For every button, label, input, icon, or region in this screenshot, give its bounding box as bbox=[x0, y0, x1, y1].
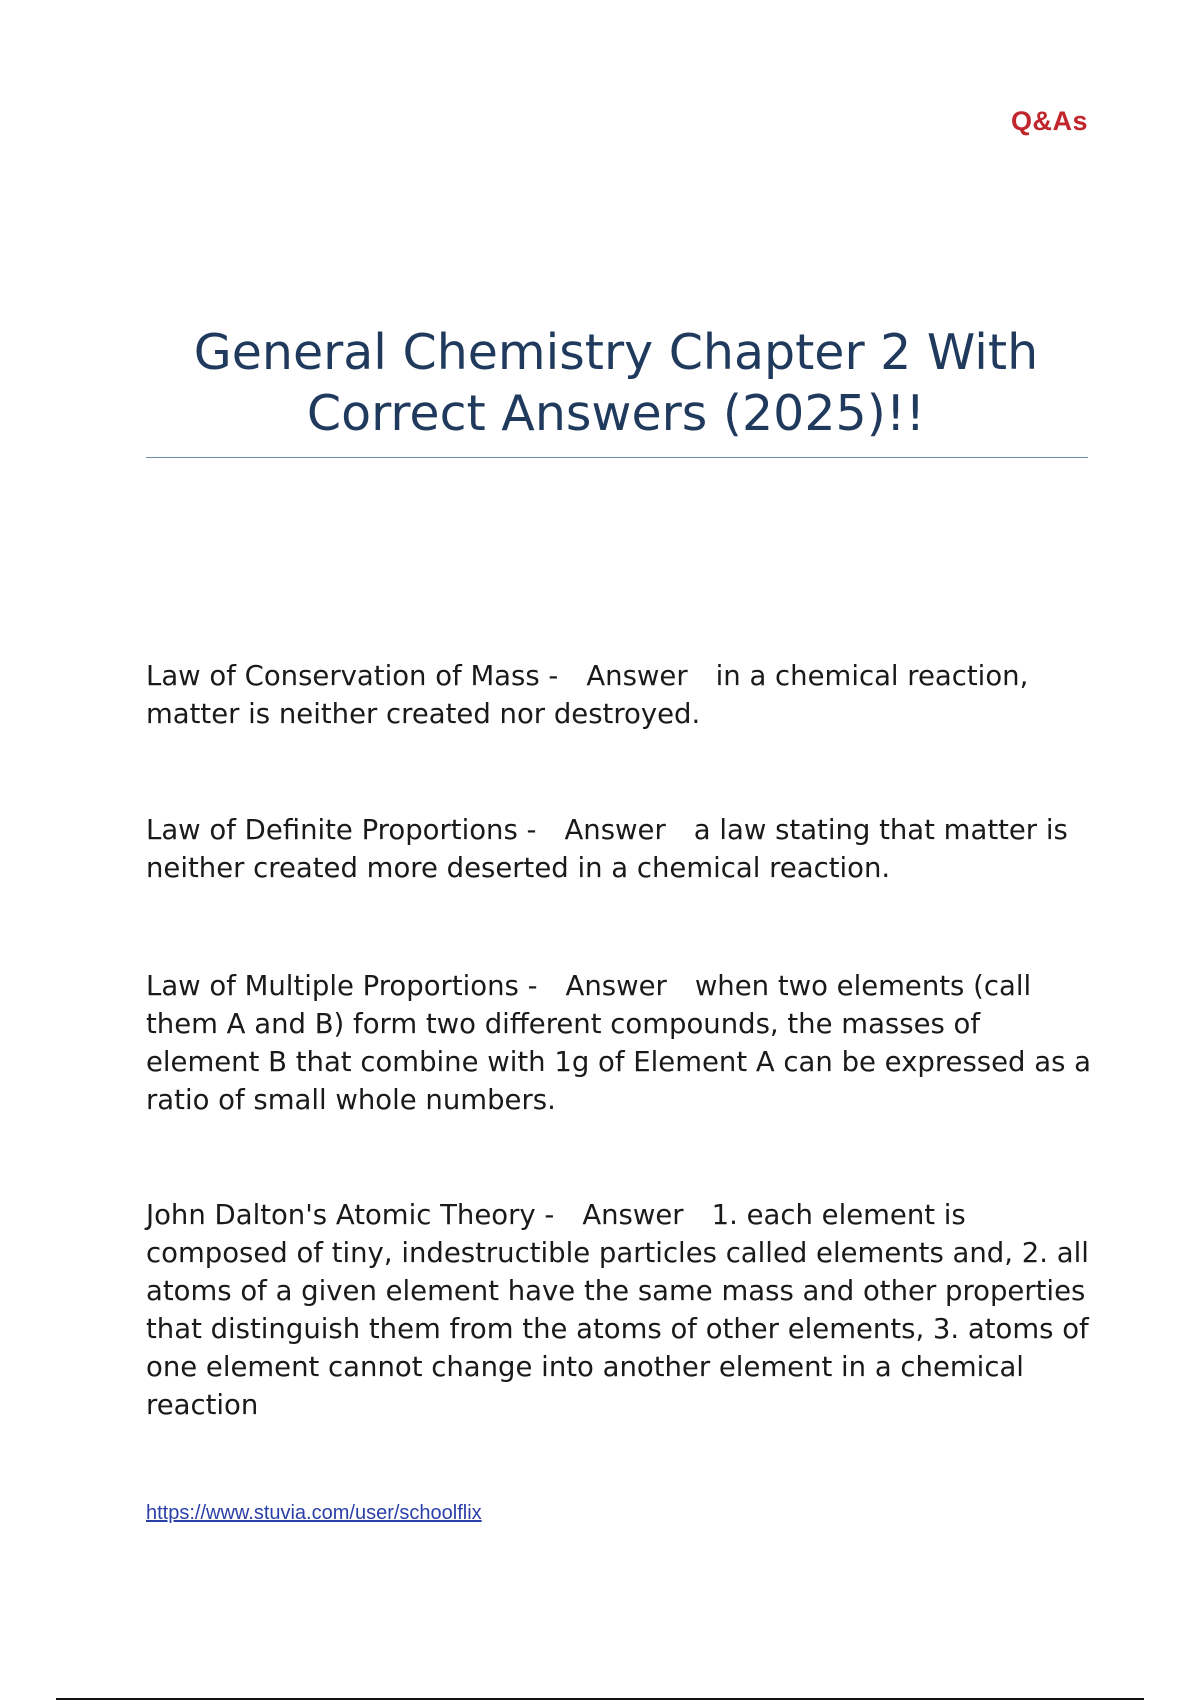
qa-item bbox=[146, 967, 1096, 1119]
title-divider bbox=[146, 457, 1088, 458]
qas-tag: Q&As bbox=[1010, 106, 1088, 136]
qa-answer: 1. each element is composed of tiny, indestructible particles called elements and, 2. all atoms of a given element have the same mass and other properties that distinguish them from the atoms of other elements, 3. atoms of one element cannot change into another element in a chemical reaction bbox=[146, 1199, 1089, 1421]
qa-answer-label: Answer bbox=[565, 970, 667, 1002]
qa-answer: a law stating that matter is neither created more deserted in a chemical reaction. bbox=[146, 814, 1068, 884]
qa-term: Law of Conservation of Mass - bbox=[146, 660, 559, 692]
qa-item bbox=[146, 1196, 1096, 1424]
qa-answer-label: Answer bbox=[582, 1199, 684, 1231]
qa-term: John Dalton's Atomic Theory - bbox=[146, 1199, 555, 1231]
qa-term: Law of Multiple Proportions - bbox=[146, 970, 538, 1002]
source-link[interactable]: https://www.stuvia.com/user/schoolflix bbox=[146, 1502, 482, 1524]
qa-answer-label: Answer bbox=[586, 660, 688, 692]
qa-item bbox=[146, 657, 1096, 733]
qa-answer: in a chemical reaction, matter is neither created nor destroyed. bbox=[146, 660, 1029, 730]
qa-term: Law of Definite Proportions - bbox=[146, 814, 537, 846]
qa-answer: when two elements (call them A and B) form two different compounds, the masses of element B that combine with 1g of Element A can be expressed as a ratio of small whole numbers. bbox=[146, 970, 1092, 1116]
qa-answer-label: Answer bbox=[564, 814, 666, 846]
document-title: General Chemistry Chapter 2 With Correct Answers (2025)!! bbox=[193, 324, 1039, 442]
qa-item bbox=[146, 811, 1096, 887]
